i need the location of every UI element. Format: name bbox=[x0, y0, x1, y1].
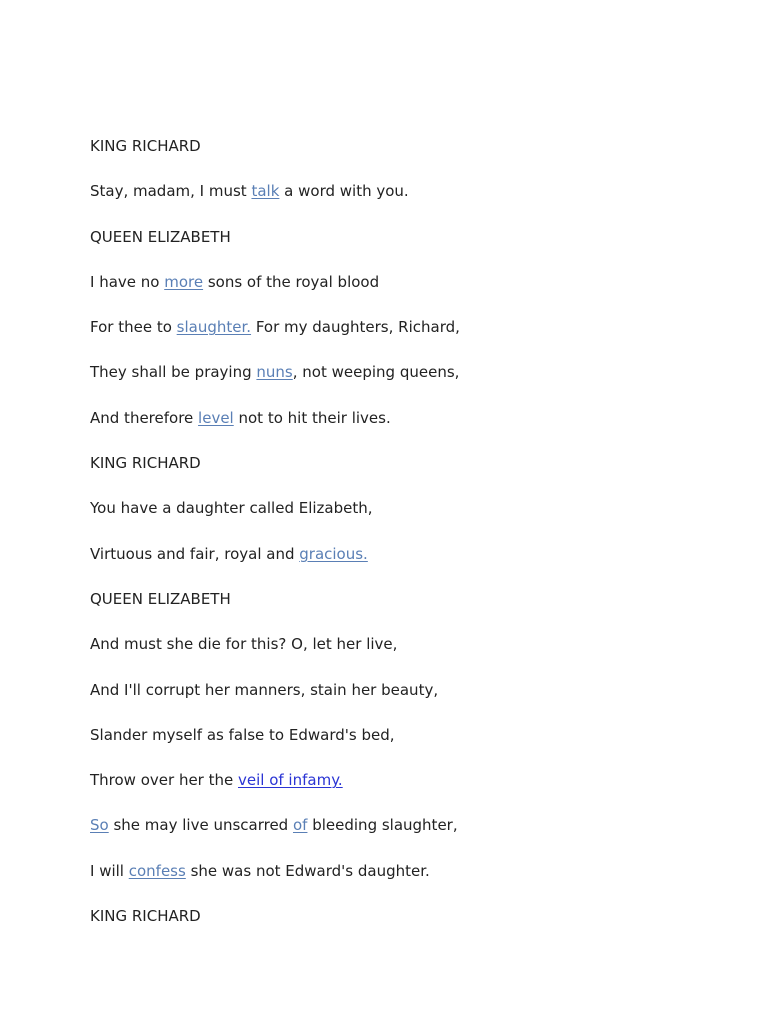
gloss-link[interactable]: of bbox=[292, 816, 308, 835]
line-text: And must she die for this? O, let her live, bbox=[90, 635, 398, 654]
verse-line bbox=[90, 543, 730, 588]
verse-line bbox=[90, 814, 730, 859]
verse-line bbox=[90, 271, 730, 316]
line-text: QUEEN ELIZABETH bbox=[90, 227, 231, 246]
verse-line bbox=[90, 407, 730, 452]
verse-line bbox=[90, 180, 730, 225]
line-text: sons of the royal blood bbox=[203, 272, 380, 291]
line-text: I will bbox=[90, 861, 129, 880]
gloss-link[interactable]: nuns bbox=[256, 363, 293, 382]
line-text: Slander myself as false to Edward's bed, bbox=[90, 725, 395, 744]
line-text: bleeding slaughter, bbox=[307, 816, 458, 835]
speaker-name bbox=[90, 452, 730, 497]
line-text: And therefore bbox=[90, 408, 199, 427]
verse-line bbox=[90, 724, 730, 769]
line-text: KING RICHARD bbox=[90, 454, 201, 473]
line-text: she may live unscarred bbox=[108, 816, 293, 835]
line-text: Throw over her the bbox=[90, 771, 238, 790]
line-text: KING RICHARD bbox=[90, 907, 201, 926]
gloss-link[interactable]: veil of infamy. bbox=[238, 771, 343, 790]
speaker-name bbox=[90, 588, 730, 633]
verse-line bbox=[90, 316, 730, 361]
verse-line bbox=[90, 769, 730, 814]
verse-line bbox=[90, 497, 730, 542]
verse-line bbox=[90, 860, 730, 905]
line-text: You have a daughter called Elizabeth, bbox=[90, 499, 373, 518]
line-text: They shall be praying bbox=[90, 363, 257, 382]
gloss-link[interactable]: So bbox=[90, 816, 109, 835]
line-text: Stay, madam, I must bbox=[90, 182, 252, 201]
verse-line bbox=[90, 633, 730, 678]
gloss-link[interactable]: slaughter. bbox=[176, 318, 252, 337]
line-text: a word with you. bbox=[279, 182, 409, 201]
line-text: And I'll corrupt her manners, stain her beauty, bbox=[90, 680, 439, 699]
gloss-link[interactable]: more bbox=[164, 272, 204, 291]
line-text: Virtuous and fair, royal and bbox=[90, 544, 300, 563]
line-text: For thee to bbox=[90, 318, 177, 337]
line-text: not to hit their lives. bbox=[233, 408, 391, 427]
line-text: she was not Edward's daughter. bbox=[185, 861, 430, 880]
line-text: KING RICHARD bbox=[90, 137, 201, 155]
verse-line bbox=[90, 679, 730, 724]
line-text: For my daughters, Richard, bbox=[251, 318, 460, 337]
speaker-name bbox=[90, 226, 730, 271]
gloss-link[interactable]: gracious. bbox=[299, 544, 368, 563]
script-text bbox=[90, 135, 730, 950]
line-text: , not weeping queens, bbox=[292, 363, 460, 382]
verse-line bbox=[90, 361, 730, 406]
gloss-link[interactable]: level bbox=[198, 408, 234, 427]
speaker-name bbox=[90, 905, 730, 950]
line-text: QUEEN ELIZABETH bbox=[90, 589, 231, 608]
gloss-link[interactable]: talk bbox=[251, 182, 280, 201]
line-text: I have no bbox=[90, 272, 165, 291]
speaker-name bbox=[90, 135, 730, 180]
gloss-link[interactable]: confess bbox=[128, 861, 186, 880]
